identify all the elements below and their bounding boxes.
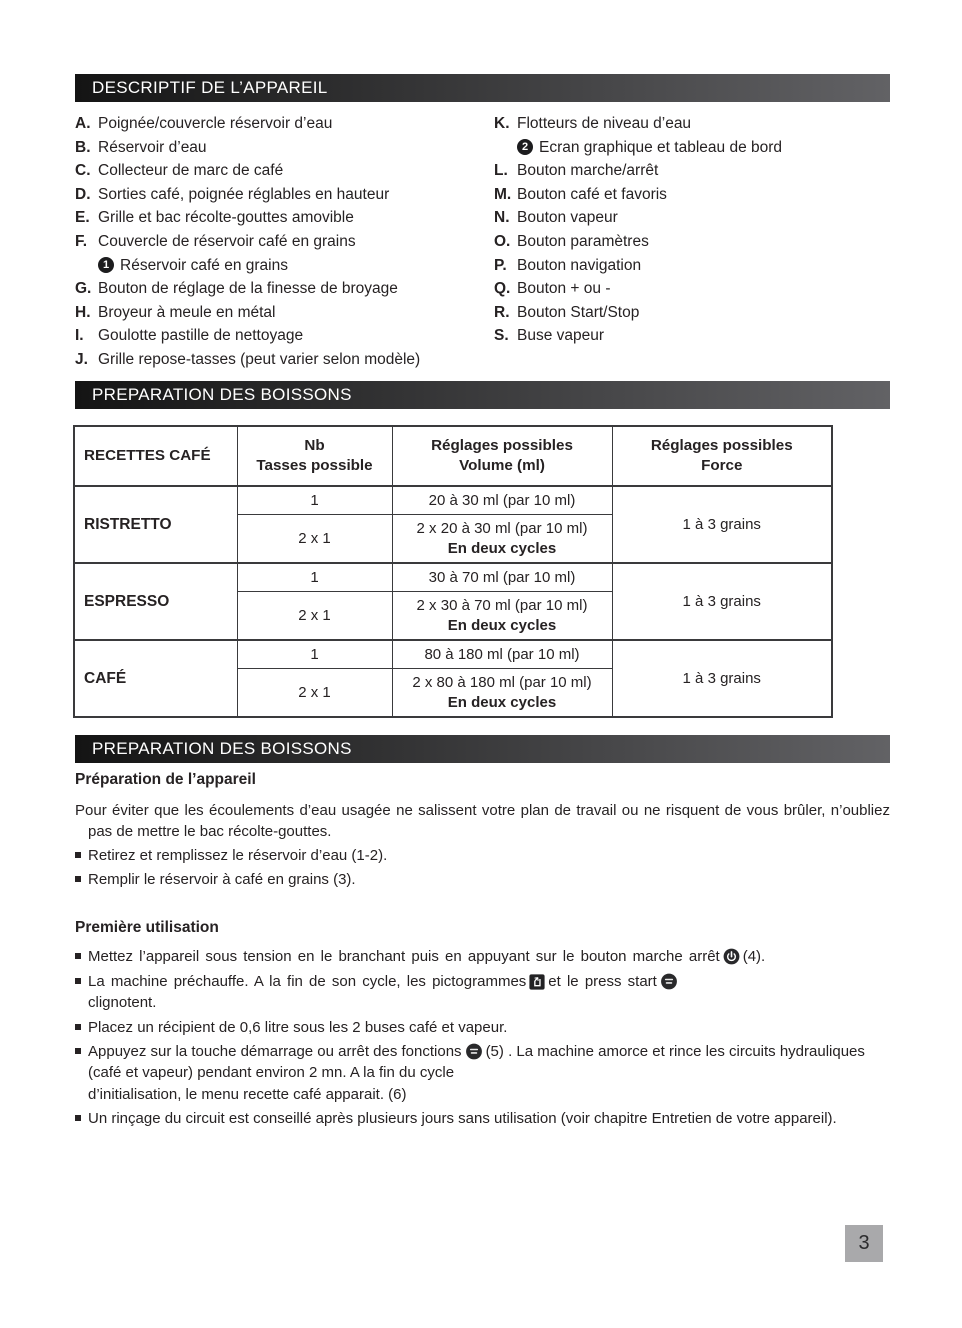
nb-cell: 1: [237, 486, 392, 515]
bullet-line: [88, 971, 890, 993]
nb-cell: 1: [237, 563, 392, 592]
item-text: Ecran graphique et tableau de bord: [539, 138, 783, 156]
intro-paragraph: Pour éviter que les écoulements d’eau usagée ne salissent votre plan de travail ou ne risquent de vous brûler, n’oubliez pas de mettre le bac récolte-gouttes.: [75, 802, 890, 840]
list-item: [494, 206, 890, 230]
header-line: Force: [701, 457, 743, 474]
item-text: Couvercle de réservoir café en grains: [98, 232, 356, 250]
item-text: Réservoir d’eau: [98, 138, 207, 156]
bullet-item: [75, 1041, 890, 1106]
list-item: [494, 254, 890, 278]
bullet-text: Appuyez sur la touche démarrage ou arrêt des fonctions: [88, 1042, 462, 1060]
nb-cell: 1: [237, 640, 392, 669]
item-letter: O.: [494, 232, 511, 250]
item-text: Bouton vapeur: [517, 209, 618, 227]
volume-cell: [392, 669, 612, 718]
header-line: Tasses possible: [256, 457, 373, 474]
page-number-badge: 3: [845, 1225, 883, 1262]
item-letter: H.: [75, 303, 91, 321]
bullet-text: (5) . La machine amorce et rince les circuits hydrauliques: [485, 1042, 865, 1060]
list-item: [494, 324, 890, 348]
nb-cell: 2 x 1: [237, 669, 392, 718]
bullet-text: Un rinçage du circuit est conseillé après plusieurs jours sans utilisation (voir chapitre Entretien de votre appareil).: [88, 1110, 837, 1127]
header-line: Réglages possibles: [431, 437, 573, 455]
item-letter: Q.: [494, 280, 511, 298]
item-text: Bouton marche/arrêt: [517, 162, 659, 180]
table-row: [74, 640, 832, 669]
item-letter: A.: [75, 115, 91, 132]
item-text: Bouton de réglage de la finesse de broyage: [98, 280, 398, 298]
item-text: Sorties café, poignée réglables en hauteur: [98, 185, 390, 203]
volume-cycles-line: En deux cycles: [447, 693, 557, 711]
bullet-item: [75, 1017, 890, 1038]
list-item: [75, 183, 490, 207]
table-row: [74, 563, 832, 592]
item-letter: B.: [75, 138, 91, 156]
header-force: [612, 426, 832, 486]
start-stop-button-icon: [465, 1041, 483, 1063]
item-text: Grille repose-tasses (peut varier selon modèle): [98, 350, 421, 368]
list-item: [494, 301, 890, 325]
item-text: Bouton Start/Stop: [517, 303, 640, 321]
list-item: [494, 183, 890, 207]
item-text: Flotteurs de niveau d’eau: [517, 115, 692, 132]
numbered-marker-icon: 2: [517, 139, 533, 155]
list-item: [494, 159, 890, 183]
volume-cell: [392, 592, 612, 641]
table-header-row: [74, 426, 832, 486]
bullet-item: [75, 946, 890, 968]
item-letter: F.: [75, 232, 88, 250]
bullet-item: [75, 971, 890, 1014]
item-letter: E.: [75, 209, 90, 227]
bullet-item: [75, 845, 890, 866]
force-cell: 1 à 3 grains: [612, 486, 832, 563]
item-letter: S.: [494, 327, 509, 345]
bullet-line: d’initialisation, le menu recette café apparait. (6): [88, 1085, 407, 1103]
item-letter: J.: [75, 350, 88, 368]
nb-cell: 2 x 1: [237, 592, 392, 641]
bullet-item: [75, 869, 890, 890]
list-item: [75, 136, 490, 160]
bullet-text: Retirez et remplissez le réservoir d’eau (1-2).: [88, 847, 388, 864]
list-item: [494, 230, 890, 254]
header-line: Nb: [304, 437, 325, 455]
clean-pictogram-icon: [529, 971, 545, 993]
bullet-text: La machine préchauffe. A la fin de son cycle, les pictogrammes: [88, 972, 527, 990]
list-item: [75, 112, 490, 136]
force-cell: 1 à 3 grains: [612, 640, 832, 717]
list-item: [75, 301, 490, 325]
recipe-name: ESPRESSO: [74, 563, 237, 640]
volume-cell: 30 à 70 ml (par 10 ml): [392, 563, 612, 592]
volume-cycles-line: En deux cycles: [447, 616, 557, 634]
list-item: [494, 112, 890, 136]
item-letter: R.: [494, 303, 510, 321]
volume-line: 2 x 30 à 70 ml (par 10 ml): [416, 596, 588, 614]
bullet-line: (café et vapeur) pendant environ 2 mn. A la fin du cycle: [88, 1064, 455, 1081]
list-item: [494, 277, 890, 301]
item-text: Grille et bac récolte-gouttes amovible: [98, 209, 354, 227]
start-stop-button-icon: [660, 971, 678, 993]
header-line: Volume (ml): [459, 457, 545, 474]
parts-list-left-column: [75, 112, 490, 372]
force-cell: 1 à 3 grains: [612, 563, 832, 640]
table-row: [74, 486, 832, 515]
volume-cell: 20 à 30 ml (par 10 ml): [392, 486, 612, 515]
volume-cell: 80 à 180 ml (par 10 ml): [392, 640, 612, 669]
item-text: Poignée/couvercle réservoir d’eau: [98, 115, 333, 132]
volume-line: 2 x 20 à 30 ml (par 10 ml): [416, 519, 588, 537]
list-item: [75, 206, 490, 230]
volume-cell: [392, 515, 612, 564]
item-text: Réservoir café en grains: [120, 256, 288, 274]
section-bar-preparation: [75, 735, 890, 763]
parts-list-right-column: [494, 112, 890, 348]
item-letter: N.: [494, 209, 510, 227]
item-letter: I.: [75, 327, 84, 345]
item-letter: L.: [494, 162, 508, 180]
bullet-text: Remplir le réservoir à café en grains (3).: [88, 871, 356, 888]
list-item: [75, 277, 490, 301]
section-title: DESCRIPTIF DE L’APPAREIL: [92, 78, 328, 97]
nb-cell: 2 x 1: [237, 515, 392, 564]
item-text: Buse vapeur: [517, 327, 605, 345]
item-text: Bouton café et favoris: [517, 185, 667, 203]
recipes-table: [73, 425, 833, 718]
list-item: [75, 348, 490, 372]
item-letter: M.: [494, 185, 512, 203]
numbered-marker-icon: 1: [98, 257, 114, 273]
bullet-text: Mettez l’appareil sous tension en le branchant puis en appuyant sur le bouton marche arrêt: [88, 948, 720, 965]
item-text: Bouton + ou -: [517, 280, 611, 298]
header-recettes: RECETTES CAFÉ: [74, 426, 237, 486]
item-text: Bouton navigation: [517, 256, 642, 274]
volume-line: 2 x 80 à 180 ml (par 10 ml): [412, 673, 592, 691]
section-bar-descriptif: [75, 74, 890, 102]
bullet-text: (4).: [742, 948, 766, 965]
bullet-item: [75, 1108, 890, 1129]
item-letter: P.: [494, 256, 507, 274]
bullet-line: clignotent.: [88, 994, 157, 1011]
list-item: [75, 230, 490, 254]
power-icon: [723, 946, 740, 968]
recipe-name: RISTRETTO: [74, 486, 237, 563]
item-letter: C.: [75, 162, 91, 180]
list-subitem: [517, 136, 890, 160]
item-letter: D.: [75, 185, 91, 203]
item-text: Broyeur à meule en métal: [98, 303, 276, 321]
subsection-heading: Première utilisation: [75, 919, 219, 936]
bullet-text: Placez un récipient de 0,6 litre sous les 2 buses café et vapeur.: [88, 1018, 508, 1036]
preparation-section: [75, 769, 890, 1129]
list-item: [75, 159, 490, 183]
subsection-heading: Préparation de l’appareil: [75, 771, 256, 788]
item-letter: G.: [75, 280, 92, 298]
bullet-line: [88, 1041, 890, 1063]
item-text: Bouton paramètres: [517, 232, 649, 250]
list-item: [75, 324, 490, 348]
header-line: Réglages possibles: [650, 437, 793, 455]
volume-cycles-line: En deux cycles: [447, 539, 557, 557]
section-bar-boissons: [75, 381, 890, 409]
list-subitem: [98, 254, 490, 278]
bullet-line: [88, 946, 890, 968]
item-letter: K.: [494, 115, 510, 132]
recipe-name: CAFÉ: [74, 640, 237, 717]
section-title: PREPARATION DES BOISSONS: [92, 739, 352, 758]
section-title: PREPARATION DES BOISSONS: [92, 385, 352, 404]
item-text: Collecteur de marc de café: [98, 162, 284, 180]
item-text: Goulotte pastille de nettoyage: [98, 327, 304, 345]
header-nb-tasses: [237, 426, 392, 486]
header-volume: [392, 426, 612, 486]
bullet-text: et le press start: [548, 972, 657, 990]
